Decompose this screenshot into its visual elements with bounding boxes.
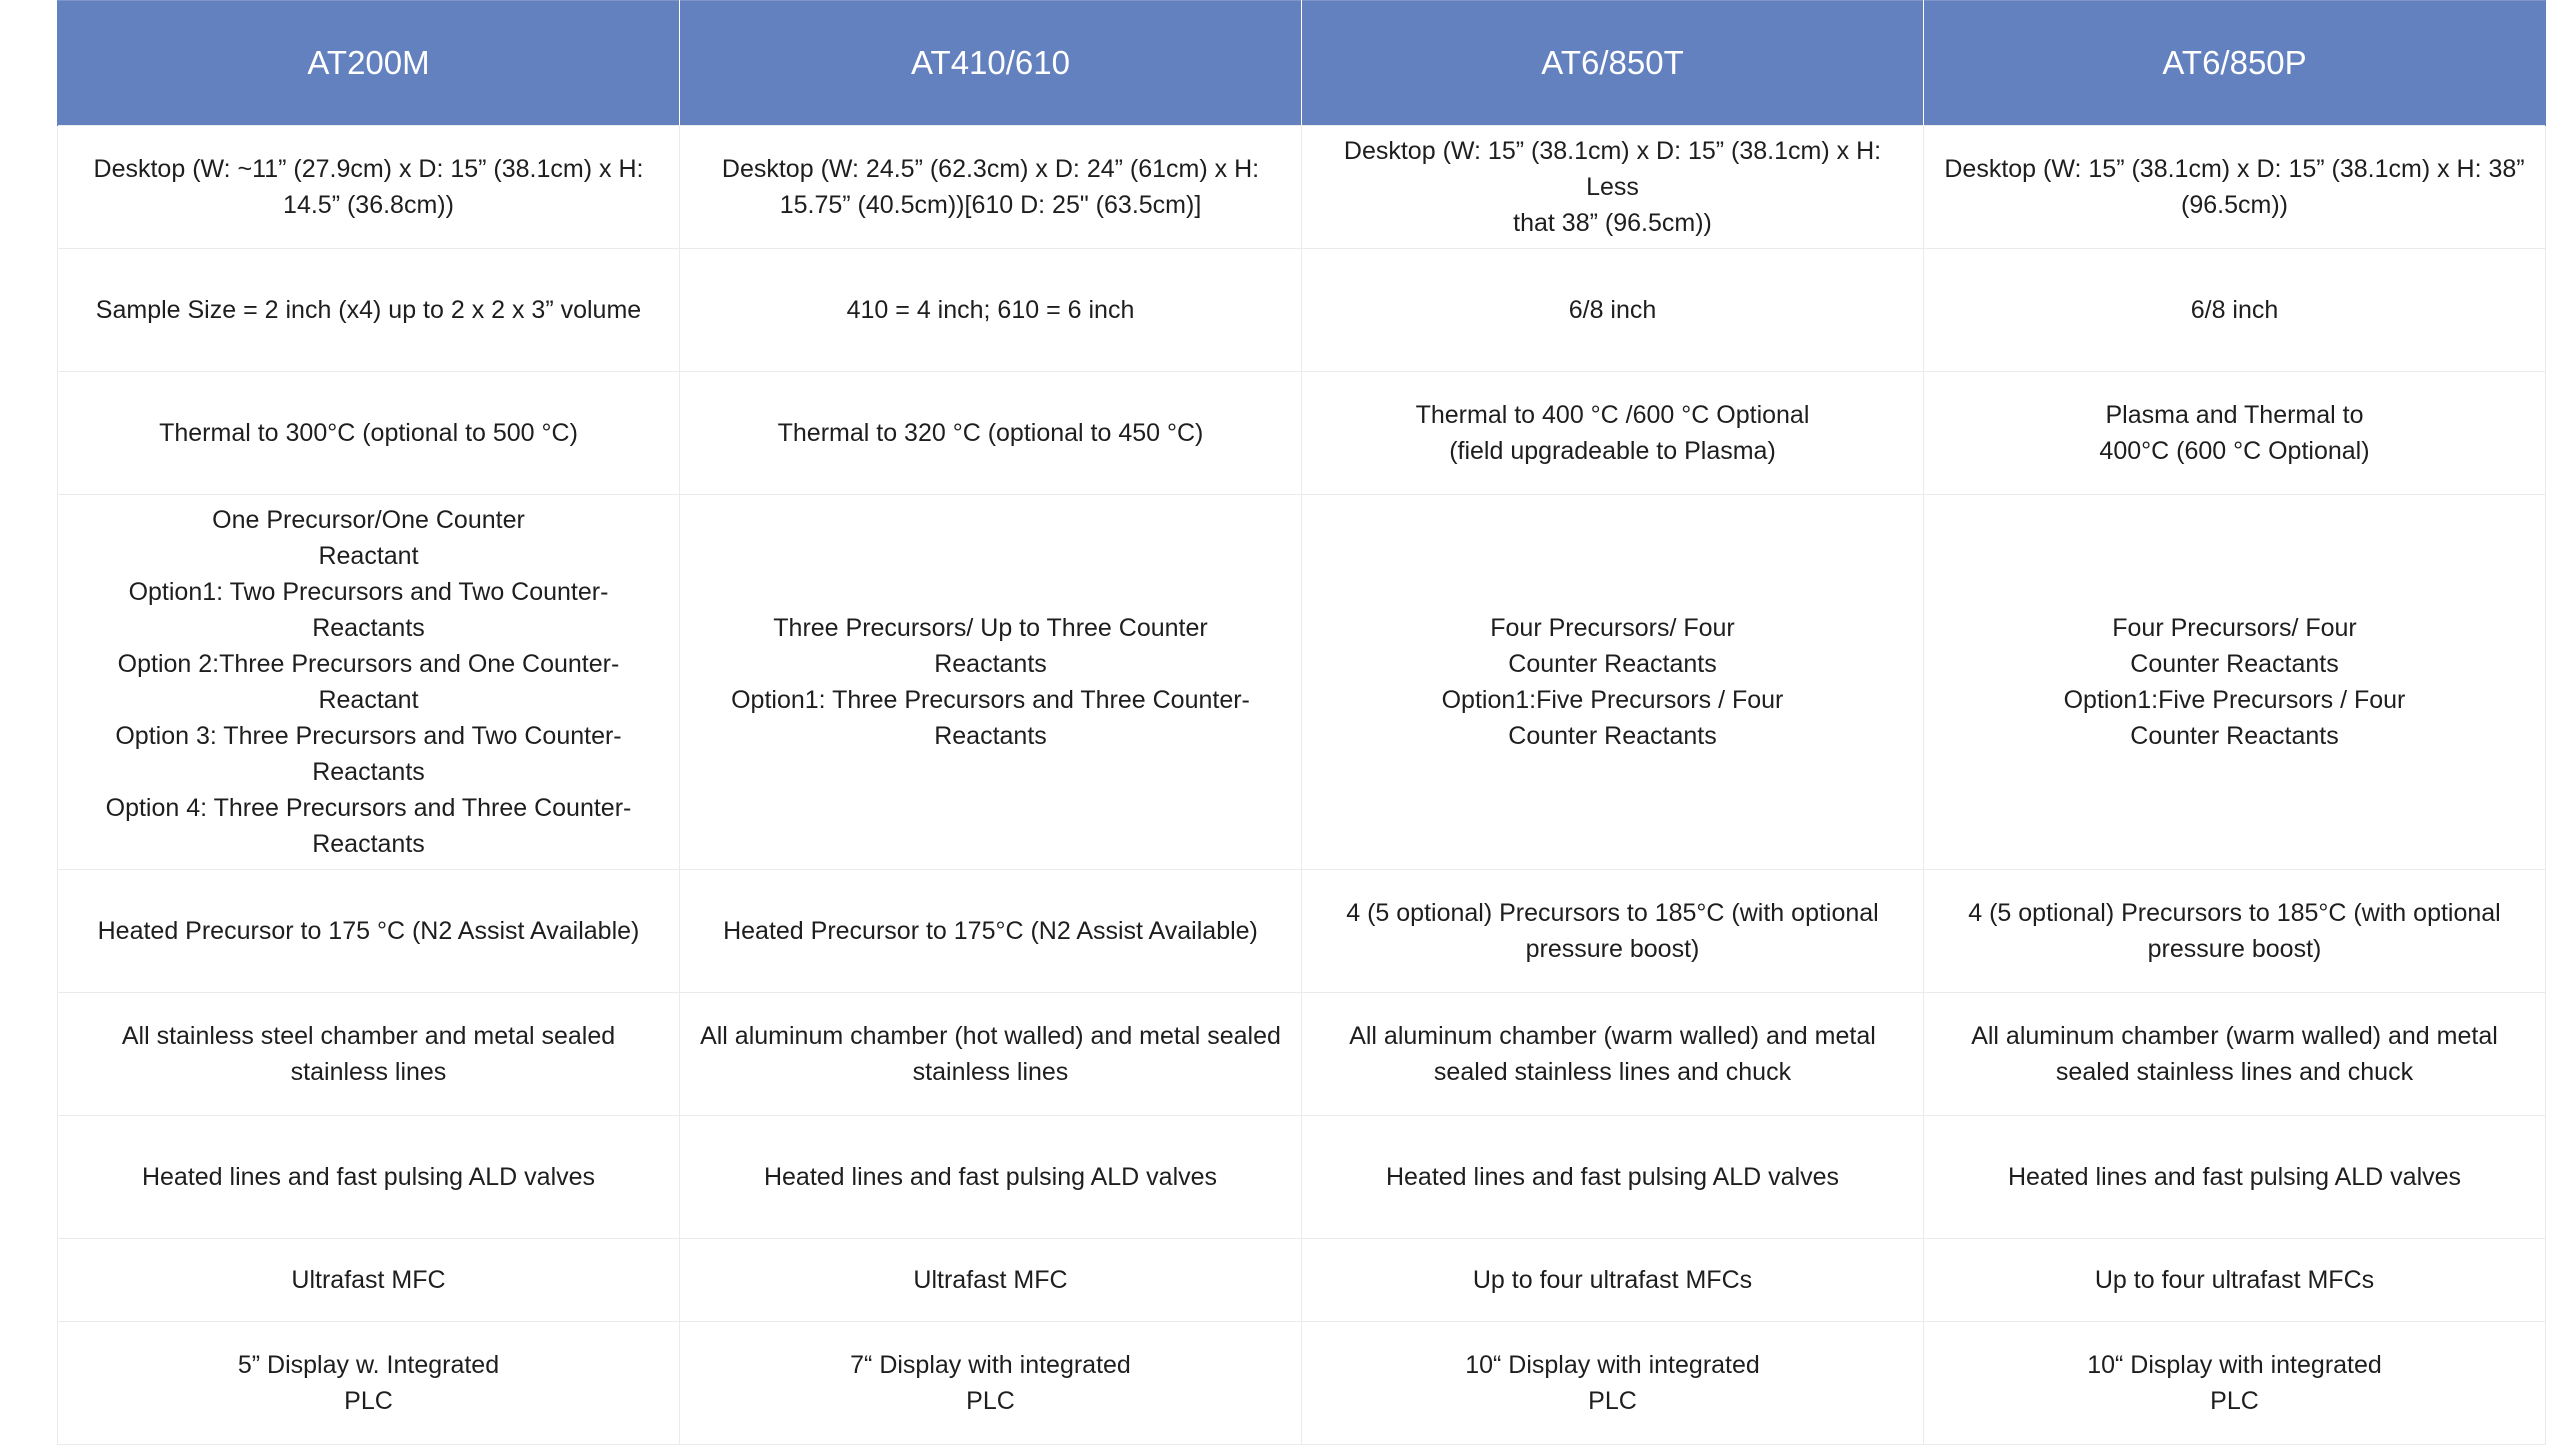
cell-text: Heated Precursor to 175 °C (N2 Assist Available) xyxy=(97,917,640,945)
cell-text: Desktop (W: 24.5” (62.3cm) x D: 24” (61cm) x H: 15.75” (40.5cm))[610 D: 25" (63.5cm)] xyxy=(721,155,1260,219)
cell-text: 7“ Display with integrated PLC xyxy=(850,1351,1131,1415)
table-cell xyxy=(1302,249,1924,372)
table-row-mfc xyxy=(58,1239,2546,1322)
table-cell xyxy=(1924,126,2546,249)
cell-text: Heated lines and fast pulsing ALD valves xyxy=(141,1163,596,1191)
table-cell xyxy=(1302,372,1924,495)
table-cell xyxy=(1302,870,1924,993)
cell-text: Up to four ultrafast MFCs xyxy=(2094,1266,2375,1294)
table-cell xyxy=(1302,495,1924,870)
column-header-at6-850p: AT6/850P xyxy=(1924,1,2546,126)
table-cell xyxy=(58,1116,680,1239)
table-cell xyxy=(1924,372,2546,495)
cell-text: Thermal to 300°C (optional to 500 °C) xyxy=(159,419,578,447)
cell-text: All stainless steel chamber and metal sealed stainless lines xyxy=(121,1022,616,1086)
cell-text: Desktop (W: 15” (38.1cm) x D: 15” (38.1cm) x H: 38” (96.5cm)) xyxy=(1944,155,2525,219)
table-cell xyxy=(680,1239,1302,1322)
table-cell xyxy=(680,870,1302,993)
header-row xyxy=(58,1,2546,126)
cell-text: All aluminum chamber (warm walled) and metal sealed stainless lines and chuck xyxy=(1971,1022,2498,1086)
table-cell xyxy=(680,126,1302,249)
table-cell xyxy=(58,495,680,870)
table-cell xyxy=(1924,249,2546,372)
table-row-display xyxy=(58,1322,2546,1445)
cell-text: 10“ Display with integrated PLC xyxy=(2087,1351,2382,1415)
cell-text: All aluminum chamber (warm walled) and metal sealed stainless lines and chuck xyxy=(1349,1022,1876,1086)
cell-text: Four Precursors/ Four Counter Reactants Option1:Five Precursors / Four Counter Reactants xyxy=(2063,614,2406,750)
cell-text: Up to four ultrafast MFCs xyxy=(1472,1266,1753,1294)
cell-text: 4 (5 optional) Precursors to 185°C (with optional pressure boost) xyxy=(1346,899,1879,963)
table-row-dimensions xyxy=(58,126,2546,249)
spec-comparison-table xyxy=(57,0,2546,1445)
table-cell xyxy=(680,372,1302,495)
cell-text: 4 (5 optional) Precursors to 185°C (with optional pressure boost) xyxy=(1968,899,2501,963)
cell-text: Four Precursors/ Four Counter Reactants Option1:Five Precursors / Four Counter Reactants xyxy=(1441,614,1784,750)
table-cell xyxy=(1924,1239,2546,1322)
cell-text: Desktop (W: 15” (38.1cm) x D: 15” (38.1cm) x H: Less that 38” (96.5cm)) xyxy=(1343,137,1882,237)
cell-text: Thermal to 320 °C (optional to 450 °C) xyxy=(777,419,1204,447)
table-cell xyxy=(1302,1116,1924,1239)
table-row-heated-lines xyxy=(58,1116,2546,1239)
table-cell xyxy=(1924,1322,2546,1445)
table-row-precursors xyxy=(58,495,2546,870)
table-cell xyxy=(680,249,1302,372)
table-cell xyxy=(1924,1116,2546,1239)
table-cell xyxy=(1924,495,2546,870)
table-cell xyxy=(680,993,1302,1116)
cell-text: All aluminum chamber (hot walled) and metal sealed stainless lines xyxy=(700,1022,1281,1086)
table-cell xyxy=(1302,1239,1924,1322)
table-cell xyxy=(1302,1322,1924,1445)
cell-text: Sample Size = 2 inch (x4) up to 2 x 2 x 3” volume xyxy=(95,296,642,324)
cell-text: Ultrafast MFC xyxy=(291,1266,446,1294)
cell-text: Ultrafast MFC xyxy=(913,1266,1068,1294)
table-row-chamber xyxy=(58,993,2546,1116)
table-cell xyxy=(1302,993,1924,1116)
table-cell xyxy=(680,495,1302,870)
cell-text: 5” Display w. Integrated PLC xyxy=(237,1351,500,1415)
table-cell xyxy=(1924,870,2546,993)
table-cell xyxy=(58,249,680,372)
cell-text: Heated lines and fast pulsing ALD valves xyxy=(1385,1163,1840,1191)
cell-text: Heated Precursor to 175°C (N2 Assist Available) xyxy=(723,917,1258,945)
cell-text: Thermal to 400 °C /600 °C Optional (field upgradeable to Plasma) xyxy=(1415,401,1810,465)
column-header-at410-610: AT410/610 xyxy=(680,1,1302,126)
table-cell xyxy=(58,993,680,1116)
table-cell xyxy=(58,870,680,993)
cell-text: Heated lines and fast pulsing ALD valves xyxy=(2007,1163,2462,1191)
column-header-at200m: AT200M xyxy=(58,1,680,126)
table-cell xyxy=(680,1322,1302,1445)
cell-text: 6/8 inch xyxy=(1568,296,1657,324)
table-cell xyxy=(58,372,680,495)
table-cell xyxy=(680,1116,1302,1239)
table-row-thermal xyxy=(58,372,2546,495)
column-header-at6-850t: AT6/850T xyxy=(1302,1,1924,126)
cell-text: Plasma and Thermal to 400°C (600 °C Optional) xyxy=(2099,401,2370,465)
table-cell xyxy=(1924,993,2546,1116)
cell-text: Desktop (W: ~11” (27.9cm) x D: 15” (38.1cm) x H: 14.5” (36.8cm)) xyxy=(93,155,644,219)
table-cell xyxy=(58,1322,680,1445)
spec-comparison-container xyxy=(57,0,2546,1445)
cell-text: One Precursor/One Counter Reactant Option1: Two Precursors and Two Counter- Reactants Option 2:Three Precursors and One Counter- Reactant Option 3: Three Precursors and Two Counter- Reactants Option 4: Three Precursors and Three Counter- Reactants xyxy=(105,506,632,858)
cell-text: Heated lines and fast pulsing ALD valves xyxy=(763,1163,1218,1191)
table-row-heated-precursor xyxy=(58,870,2546,993)
cell-text: Three Precursors/ Up to Three Counter Reactants Option1: Three Precursors and Three Counter- Reactants xyxy=(731,614,1250,750)
table-row-sample-size xyxy=(58,249,2546,372)
cell-text: 410 = 4 inch; 610 = 6 inch xyxy=(846,296,1135,324)
table-cell xyxy=(58,1239,680,1322)
table-cell xyxy=(58,126,680,249)
cell-text: 10“ Display with integrated PLC xyxy=(1465,1351,1760,1415)
cell-text: 6/8 inch xyxy=(2190,296,2279,324)
table-cell xyxy=(1302,126,1924,249)
